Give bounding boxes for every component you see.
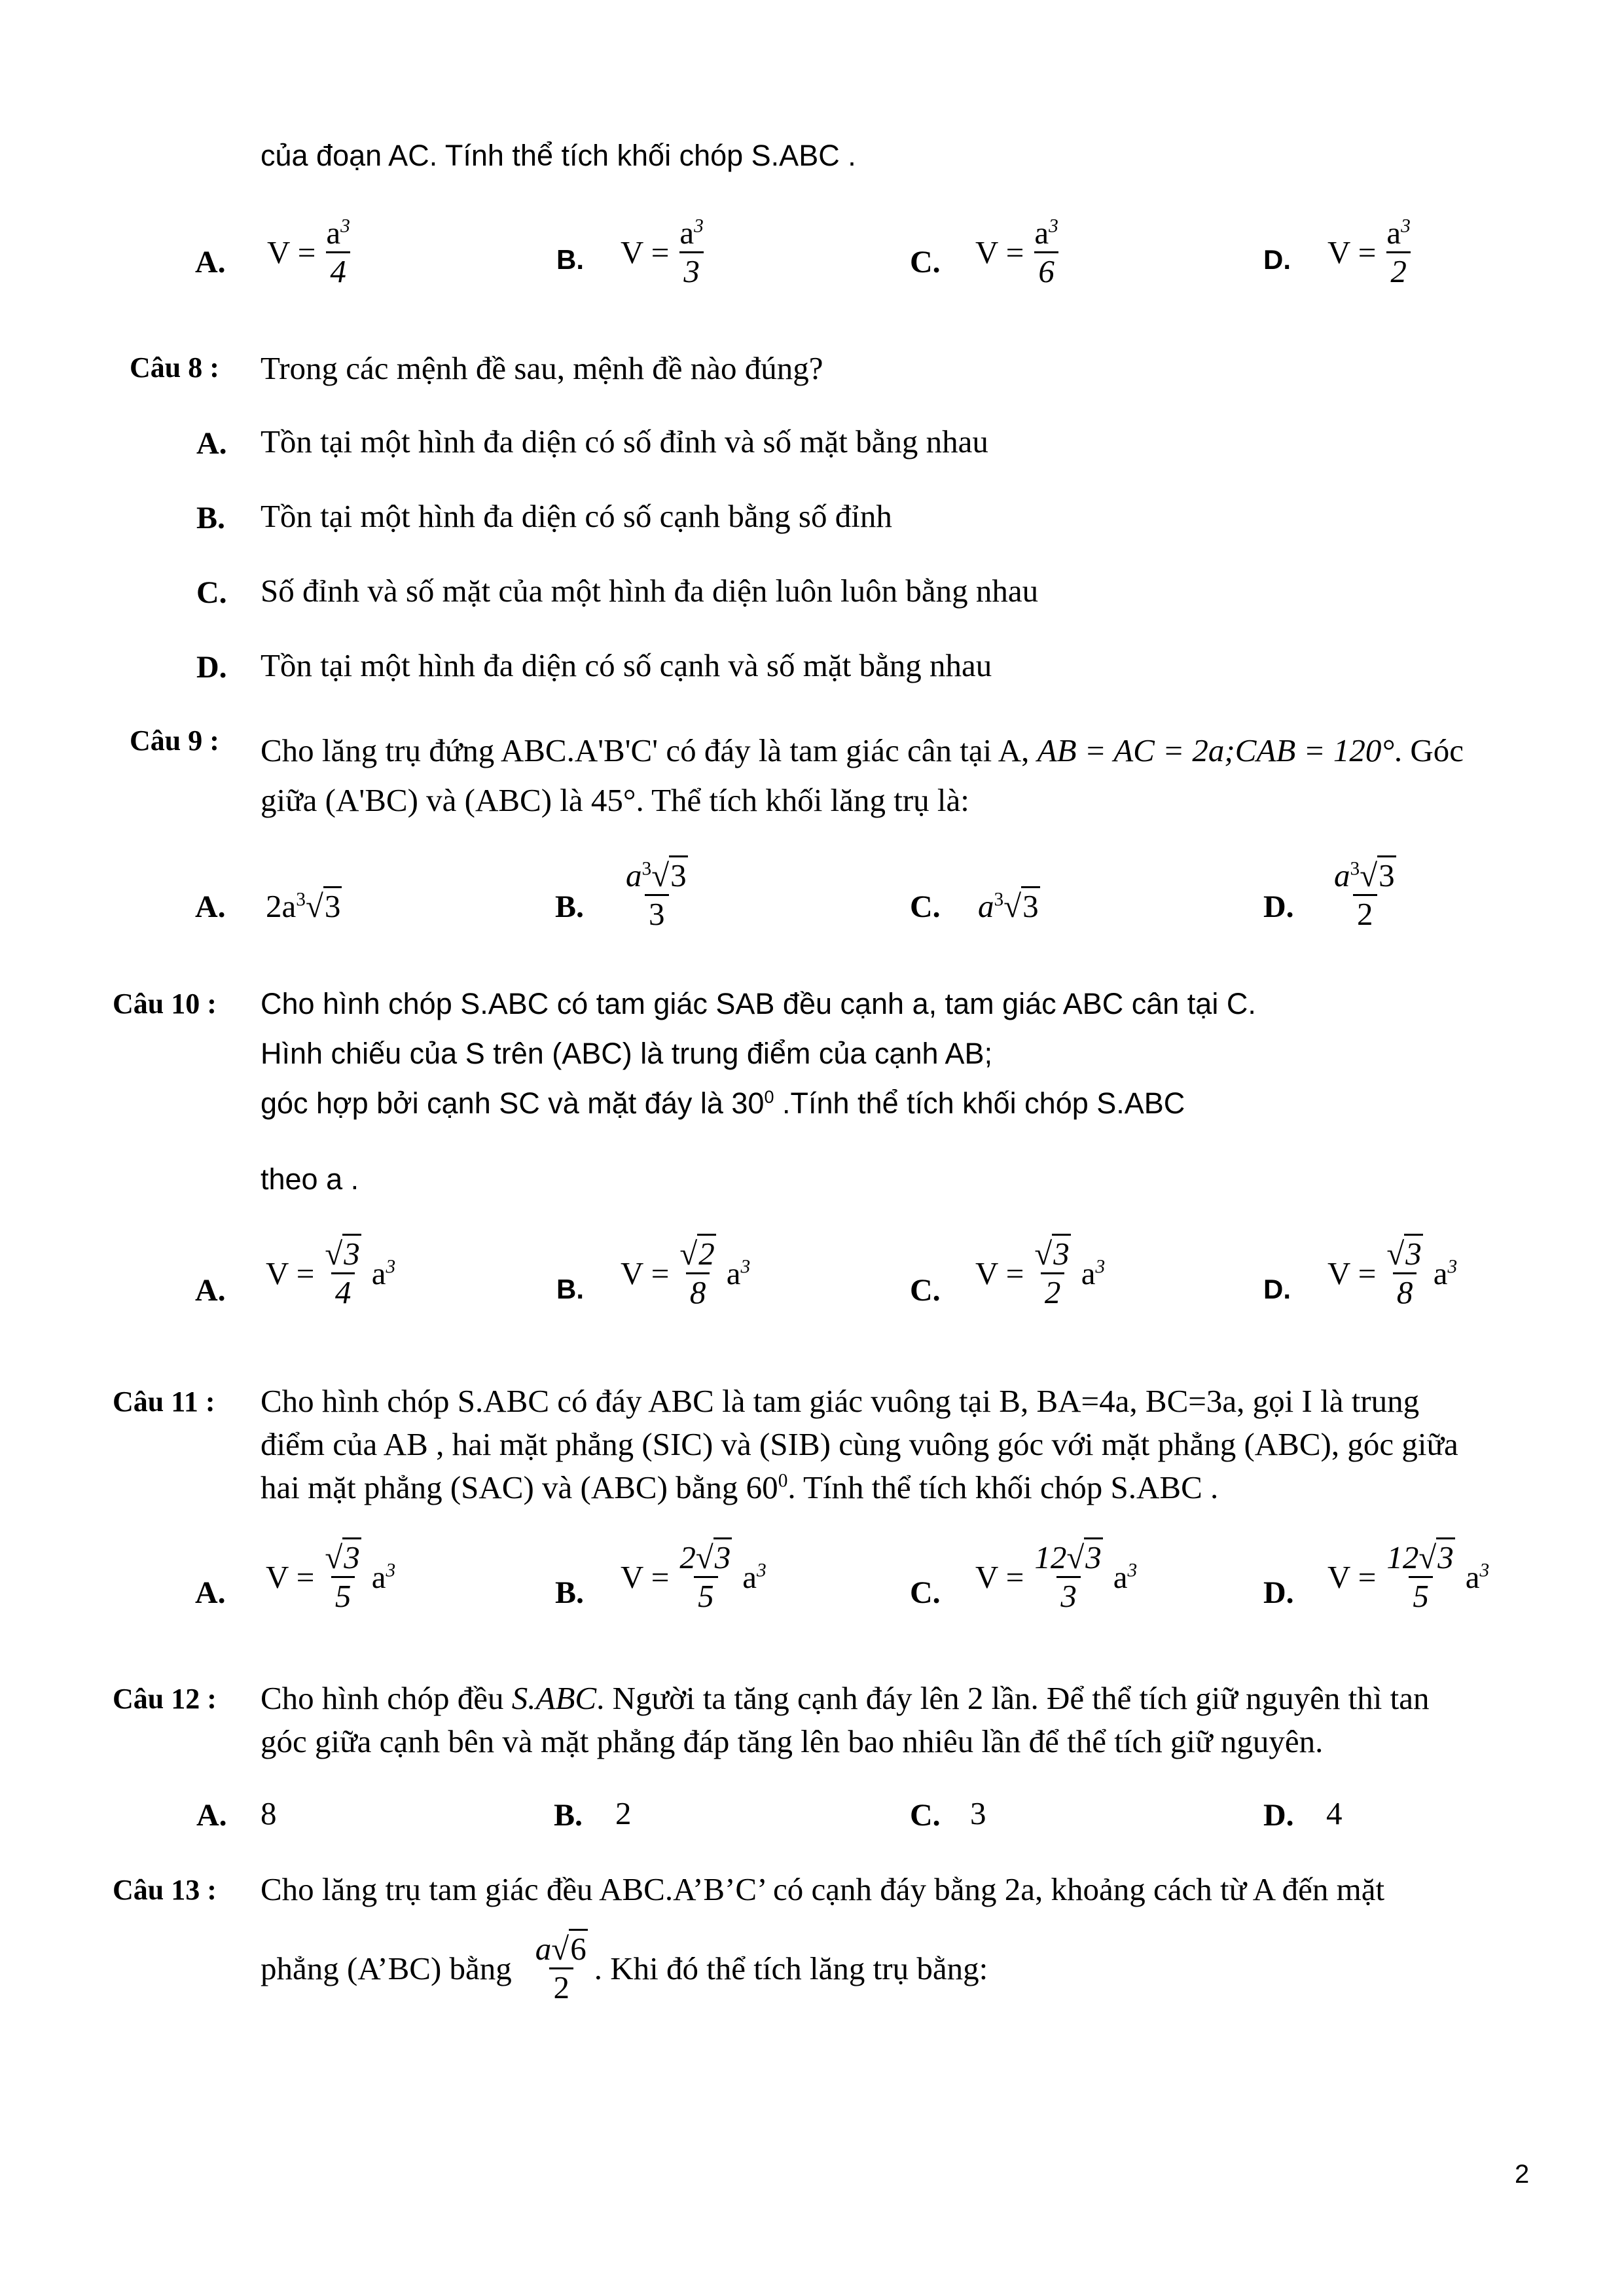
q7-a-den: 4 bbox=[326, 251, 350, 290]
q7-d-lhs: V = bbox=[1327, 234, 1377, 271]
q11-line-3-text: hai mặt phẳng (SAC) và (ABC) bằng 60 bbox=[261, 1469, 778, 1505]
q11-d-exp: 3 bbox=[1479, 1560, 1490, 1582]
q13-frac-base: a bbox=[535, 1931, 552, 1967]
q11-options bbox=[195, 1539, 1504, 1651]
q8-option-d-label[interactable]: D. bbox=[196, 650, 227, 685]
q7-d-exp: 3 bbox=[1401, 215, 1411, 237]
q9-a-coef: 2a bbox=[266, 888, 297, 924]
q10-c-tail: a bbox=[1081, 1255, 1096, 1292]
q10-line-3-tail: .Tính thể tích khối chóp S.ABC bbox=[774, 1086, 1185, 1120]
q11-line-2: điểm của AB , hai mặt phẳng (SIC) và (SIB) cùng vuông góc với mặt phẳng (ABC), góc giữa bbox=[261, 1426, 1458, 1462]
q13-line-1: Cho lăng trụ tam giác đều ABC.A’B’C’ có cạnh đáy bằng 2a, khoảng cách từ A đến mặt bbox=[261, 1871, 1385, 1907]
q9-b-base: a bbox=[626, 857, 642, 893]
q12-option-c-label[interactable]: C. bbox=[910, 1798, 941, 1833]
q10-d-lhs: V = bbox=[1327, 1255, 1377, 1292]
q8-option-c-label[interactable]: C. bbox=[196, 575, 227, 610]
q13-frac-rad: 6 bbox=[569, 1929, 588, 1967]
q9-line-2-tail: . Thể tích khối lăng trụ là: bbox=[636, 782, 969, 818]
page-number: 2 bbox=[1515, 2160, 1530, 2189]
q11-option-d[interactable]: V = $\frac{12√3}{5}$ $a^3$ bbox=[1327, 1539, 1489, 1615]
q7-b-lhs: V = bbox=[621, 234, 670, 271]
q10-a-tail: a bbox=[371, 1255, 386, 1292]
q12-line-1-tail: . Người ta tăng cạnh đáy lên 2 lần. Để thể tích giữ nguyên thì tan bbox=[596, 1680, 1430, 1716]
q13-line-2 bbox=[261, 1931, 988, 2007]
q9-options bbox=[195, 857, 1504, 956]
q12-option-a-text[interactable]: 8 bbox=[261, 1795, 277, 1831]
q9-c-rad: 3 bbox=[1021, 886, 1040, 924]
q11-d-den: 5 bbox=[1409, 1576, 1433, 1615]
q8-option-b-text[interactable]: Tồn tại một hình đa diện có số cạnh bằng số đỉnh bbox=[261, 498, 892, 534]
q11-option-c-label[interactable]: C. bbox=[910, 1575, 941, 1610]
q12-line-1-italic: S.ABC bbox=[511, 1680, 597, 1716]
q10-line-2: Hình chiếu của S trên (ABC) là trung điểm của cạnh AB; bbox=[261, 1037, 993, 1070]
q9-option-a[interactable]: $2a^3√3$ bbox=[266, 888, 342, 925]
q10-line-3 bbox=[261, 1086, 1185, 1121]
q13-line-2-text: phẳng (A’BC) bằng bbox=[261, 1950, 512, 1987]
q10-label: Câu 10 : bbox=[113, 988, 217, 1020]
q7-b-den: 3 bbox=[679, 251, 704, 290]
q9-option-a-label[interactable]: A. bbox=[195, 889, 226, 924]
q9-line-1-text: Cho lăng trụ đứng ABC.A'B'C' có đáy là tam giác cân tại A, bbox=[261, 732, 1030, 768]
q7-b-exp: 3 bbox=[694, 215, 704, 237]
q9-option-b-label[interactable]: B. bbox=[555, 889, 585, 924]
q7-d-den: 2 bbox=[1386, 251, 1411, 290]
q13-line-2-tail: . Khi đó thể tích lăng trụ bằng: bbox=[594, 1950, 988, 1987]
q8-option-a-label[interactable]: A. bbox=[196, 426, 227, 461]
q9-line-2-text: giữa (A'BC) và (ABC) là bbox=[261, 782, 583, 818]
q9-label: Câu 9 : bbox=[130, 725, 219, 757]
q11-c-den: 3 bbox=[1056, 1576, 1081, 1615]
q7-c-lhs: V = bbox=[975, 234, 1024, 271]
q11-option-b-label[interactable]: B. bbox=[555, 1575, 585, 1610]
q11-b-den: 5 bbox=[694, 1576, 718, 1615]
q9-c-exp: 3 bbox=[994, 889, 1004, 910]
q11-a-rad: 3 bbox=[342, 1537, 361, 1575]
q11-line-3-sup: 0 bbox=[778, 1470, 788, 1492]
q9-line-1-math: AB = AC = 2a;CAB = 120° bbox=[1037, 732, 1394, 768]
q7-d-num: a bbox=[1386, 215, 1401, 251]
q10-option-c-label[interactable]: C. bbox=[910, 1273, 941, 1308]
q9-b-rad: 3 bbox=[669, 855, 688, 893]
q10-line-3-text: góc hợp bởi cạnh SC và mặt đáy là 30 bbox=[261, 1086, 765, 1120]
q12-option-a-label[interactable]: A. bbox=[196, 1798, 227, 1833]
q11-c-rad: 3 bbox=[1084, 1537, 1103, 1575]
q11-line-1: Cho hình chóp S.ABC có đáy ABC là tam giác vuông tại B, BA=4a, BC=3a, gọi I là trung bbox=[261, 1383, 1420, 1419]
q11-d-lhs: V = bbox=[1327, 1559, 1377, 1596]
q10-a-rad: 3 bbox=[342, 1234, 361, 1272]
q7-option-d-label[interactable]: D. bbox=[1263, 244, 1291, 275]
q11-b-lhs: V = bbox=[621, 1559, 670, 1596]
q9-option-d-label[interactable]: D. bbox=[1263, 889, 1294, 924]
q10-b-rad: 2 bbox=[697, 1234, 716, 1272]
q10-line-3-sup: 0 bbox=[764, 1087, 774, 1107]
q10-line-4: theo a . bbox=[261, 1162, 359, 1196]
q11-a-lhs: V = bbox=[266, 1559, 315, 1596]
q7-c-den: 6 bbox=[1034, 251, 1058, 290]
q10-option-b[interactable]: V = $\frac{√2}{8}$ $a^3$ bbox=[621, 1236, 750, 1312]
q7-c-num: a bbox=[1034, 215, 1049, 251]
q12-line-1 bbox=[261, 1679, 1430, 1717]
q7-option-c[interactable] bbox=[975, 215, 1065, 291]
q11-b-rad: 3 bbox=[713, 1537, 732, 1575]
q10-c-rad: 3 bbox=[1052, 1234, 1071, 1272]
q10-b-tail: a bbox=[726, 1255, 741, 1292]
q11-c-coef: 12 bbox=[1034, 1539, 1067, 1575]
q12-option-d-text[interactable]: 4 bbox=[1326, 1795, 1343, 1831]
q13-distance-fraction: $\frac{a√6}{2}$ bbox=[532, 1931, 592, 2007]
q7-a-num: a bbox=[326, 215, 341, 251]
q12-line-2: góc giữa cạnh bên và mặt phẳng đáp tăng lên bao nhiêu lần để thể tích giữ nguyên. bbox=[261, 1723, 1324, 1759]
q10-c-den: 2 bbox=[1041, 1272, 1065, 1311]
q10-b-den: 8 bbox=[686, 1272, 710, 1311]
q10-a-lhs: V = bbox=[266, 1255, 315, 1292]
q10-option-c[interactable]: V = $\frac{√3}{2}$ $a^3$ bbox=[975, 1236, 1105, 1312]
q7-b-num: a bbox=[679, 215, 695, 251]
q10-d-rad: 3 bbox=[1404, 1234, 1423, 1272]
q8-option-d-text[interactable]: Tồn tại một hình đa diện có số cạnh và số mặt bằng nhau bbox=[261, 647, 992, 683]
q7-option-b[interactable] bbox=[621, 215, 710, 291]
q12-label: Câu 12 : bbox=[113, 1683, 217, 1715]
q12-option-c-text[interactable]: 3 bbox=[970, 1795, 986, 1831]
q11-d-tail: a bbox=[1465, 1559, 1480, 1596]
q11-d-coef: 12 bbox=[1386, 1539, 1419, 1575]
q11-line-3-tail: . Tính thể tích khối chóp S.ABC . bbox=[787, 1469, 1219, 1505]
q10-option-d[interactable]: V = $\frac{√3}{8}$ $a^3$ bbox=[1327, 1236, 1457, 1312]
q11-option-b[interactable]: V = $\frac{2√3}{5}$ $a^3$ bbox=[621, 1539, 767, 1615]
q7-option-c-label[interactable]: C. bbox=[910, 245, 941, 279]
q10-line-1: Cho hình chóp S.ABC có tam giác SAB đều cạnh a, tam giác ABC cân tại C. bbox=[261, 987, 1256, 1020]
q7-c-exp: 3 bbox=[1049, 215, 1058, 237]
q7-option-a[interactable] bbox=[267, 215, 357, 291]
q10-a-den: 4 bbox=[331, 1272, 355, 1311]
q11-option-d-label[interactable]: D. bbox=[1263, 1575, 1294, 1610]
q7-option-a-label[interactable]: A. bbox=[195, 245, 226, 279]
q9-line-2 bbox=[261, 781, 969, 819]
q9-c-coef: a bbox=[978, 888, 994, 924]
q12-option-b-label[interactable]: B. bbox=[554, 1798, 583, 1833]
q9-option-d[interactable]: $\frac{a^3√3}{2}$ bbox=[1327, 857, 1403, 933]
q11-b-coef: 2 bbox=[679, 1539, 696, 1575]
q10-d-den: 8 bbox=[1393, 1272, 1417, 1311]
q7-a-exp: 3 bbox=[340, 215, 350, 237]
q10-a-exp: 3 bbox=[386, 1257, 396, 1278]
q11-c-tail: a bbox=[1113, 1559, 1128, 1596]
q12-line-1-text: Cho hình chóp đều bbox=[261, 1680, 512, 1716]
q12-option-b-text[interactable]: 2 bbox=[615, 1795, 632, 1831]
q9-a-exp: 3 bbox=[296, 889, 306, 910]
q10-d-exp: 3 bbox=[1447, 1257, 1458, 1278]
q11-b-exp: 3 bbox=[757, 1560, 767, 1582]
q7-options bbox=[195, 215, 1504, 326]
q11-option-c[interactable]: V = $\frac{12√3}{3}$ $a^3$ bbox=[975, 1539, 1137, 1615]
q7-text-continuation: của đoạn AC. Tính thể tích khối chóp S.ABC . bbox=[261, 139, 856, 172]
q11-c-exp: 3 bbox=[1127, 1560, 1138, 1582]
q8-label: Câu 8 : bbox=[130, 351, 219, 384]
q7-option-d[interactable] bbox=[1327, 215, 1417, 291]
q10-c-lhs: V = bbox=[975, 1255, 1024, 1292]
q11-option-a-label[interactable]: A. bbox=[195, 1575, 226, 1610]
q13-label: Câu 13 : bbox=[113, 1874, 217, 1906]
q9-b-exp: 3 bbox=[641, 858, 652, 880]
q11-option-a[interactable]: V = $\frac{√3}{5}$ $a^3$ bbox=[266, 1539, 395, 1615]
q10-options bbox=[195, 1236, 1504, 1347]
q10-option-a-label[interactable]: A. bbox=[195, 1273, 226, 1308]
q8-option-a-text[interactable]: Tồn tại một hình đa diện có số đỉnh và số mặt bằng nhau bbox=[261, 423, 988, 459]
q10-d-tail: a bbox=[1433, 1255, 1448, 1292]
q9-line-1-tail: . Góc bbox=[1394, 732, 1464, 768]
q9-b-den: 3 bbox=[645, 894, 669, 933]
q10-option-d-label[interactable]: D. bbox=[1263, 1274, 1291, 1304]
q10-c-exp: 3 bbox=[1095, 1257, 1106, 1278]
q10-b-exp: 3 bbox=[740, 1257, 751, 1278]
q11-d-rad: 3 bbox=[1436, 1537, 1455, 1575]
q9-line-2-math: 45° bbox=[590, 782, 636, 818]
q11-c-lhs: V = bbox=[975, 1559, 1024, 1596]
q11-label: Câu 11 : bbox=[113, 1386, 215, 1418]
q9-line-1 bbox=[261, 732, 1464, 769]
q7-option-b-label[interactable]: B. bbox=[556, 244, 584, 275]
q11-a-den: 5 bbox=[331, 1576, 355, 1615]
q13-frac-den: 2 bbox=[549, 1967, 573, 2006]
q7-a-lhs: V = bbox=[267, 234, 316, 271]
q9-d-den: 2 bbox=[1353, 894, 1377, 933]
q8-option-b-label[interactable]: B. bbox=[196, 501, 226, 535]
q9-option-c[interactable]: $a^3√3$ bbox=[978, 888, 1040, 925]
q9-option-c-label[interactable]: C. bbox=[910, 889, 941, 924]
q9-option-b[interactable]: $\frac{a^3√3}{3}$ bbox=[619, 857, 695, 933]
q8-option-c-text[interactable]: Số đỉnh và số mặt của một hình đa diện luôn luôn bằng nhau bbox=[261, 573, 1039, 609]
q10-option-a[interactable]: V = $\frac{√3}{4}$ $a^3$ bbox=[266, 1236, 395, 1312]
q11-a-tail: a bbox=[371, 1559, 386, 1596]
q11-a-exp: 3 bbox=[386, 1560, 396, 1582]
q10-b-lhs: V = bbox=[621, 1255, 670, 1292]
q10-option-b-label[interactable]: B. bbox=[556, 1274, 584, 1304]
q11-b-tail: a bbox=[742, 1559, 757, 1596]
q9-a-rad: 3 bbox=[323, 886, 342, 924]
q9-d-rad: 3 bbox=[1377, 855, 1396, 893]
q8-question-text: Trong các mệnh đề sau, mệnh đề nào đúng? bbox=[261, 350, 823, 386]
q11-line-3 bbox=[261, 1469, 1218, 1506]
q9-d-exp: 3 bbox=[1350, 858, 1360, 880]
q9-d-base: a bbox=[1334, 857, 1350, 893]
q12-option-d-label[interactable]: D. bbox=[1263, 1798, 1294, 1833]
